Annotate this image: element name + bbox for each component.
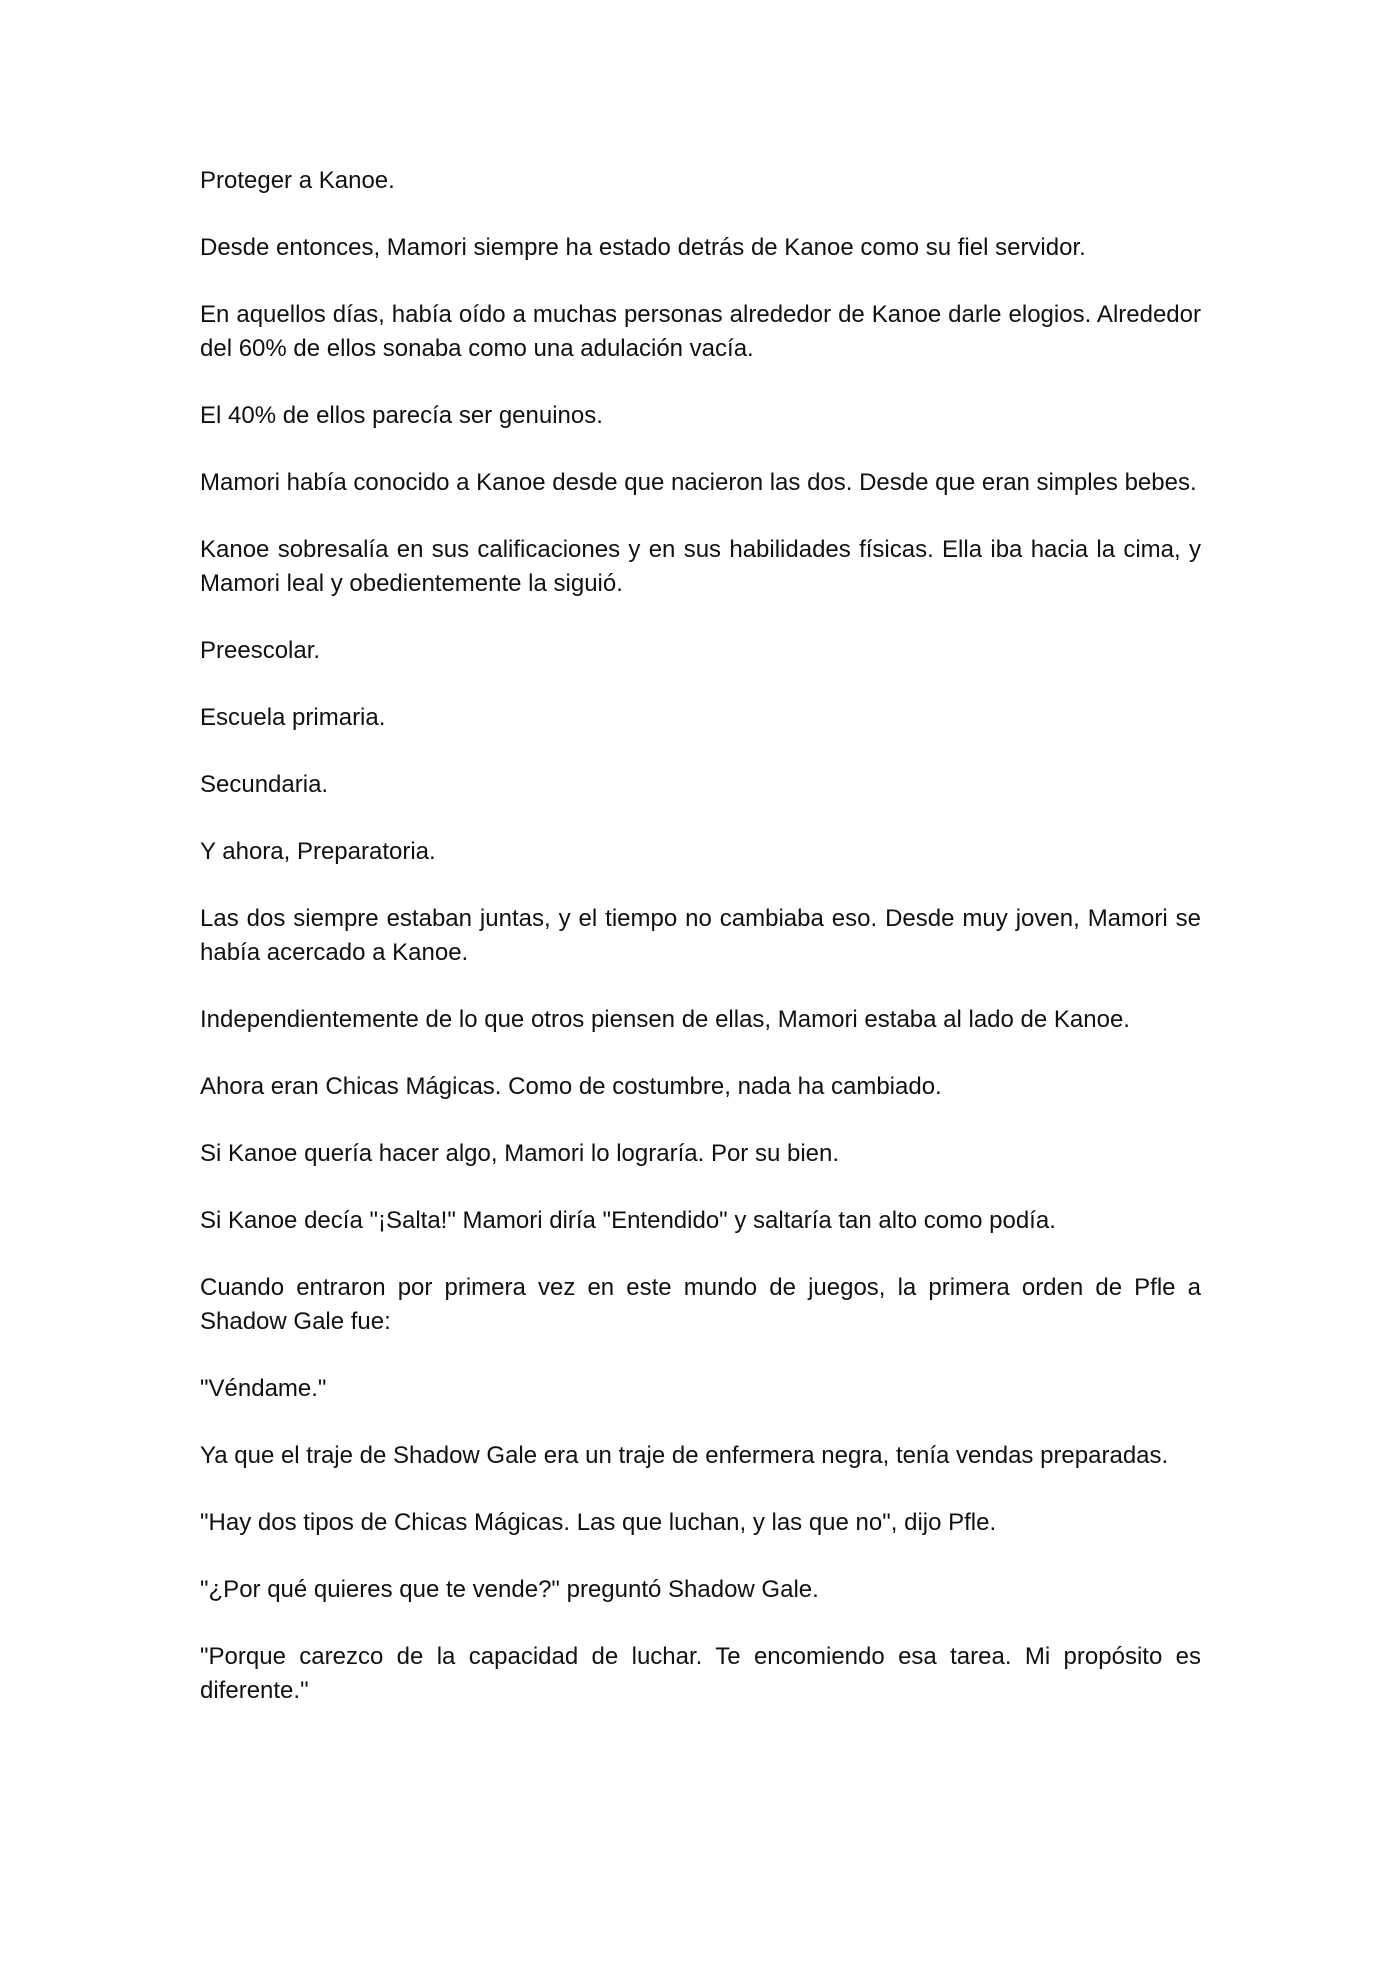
paragraph: Independientemente de lo que otros piensen de ellas, Mamori estaba al lado de Kanoe.: [200, 1006, 1130, 1033]
paragraph: En aquellos días, había oído a muchas personas alrededor de Kanoe darle elogios. Alrededor del 60% de ellos sonaba como una adulación vacía.: [200, 301, 1201, 362]
paragraph: Escuela primaria.: [200, 704, 386, 731]
paragraph: Ya que el traje de Shadow Gale era un traje de enfermera negra, tenía vendas preparadas.: [200, 1442, 1169, 1469]
paragraph: Si Kanoe quería hacer algo, Mamori lo lograría. Por su bien.: [200, 1140, 840, 1167]
document-body: [200, 164, 1201, 1741]
paragraph: Secundaria.: [200, 771, 329, 798]
paragraph: Si Kanoe decía "¡Salta!" Mamori diría "Entendido" y saltaría tan alto como podía.: [200, 1207, 1056, 1234]
paragraph: "¿Por qué quieres que te vende?" preguntó Shadow Gale.: [200, 1576, 819, 1603]
paragraph: "Hay dos tipos de Chicas Mágicas. Las que luchan, y las que no", dijo Pfle.: [200, 1509, 997, 1536]
paragraph: Cuando entraron por primera vez en este mundo de juegos, la primera orden de Pfle a Shadow Gale fue:: [200, 1274, 1201, 1335]
paragraph: Proteger a Kanoe.: [200, 167, 395, 194]
paragraph: Desde entonces, Mamori siempre ha estado detrás de Kanoe como su fiel servidor.: [200, 234, 1086, 261]
paragraph: Kanoe sobresalía en sus calificaciones y en sus habilidades físicas. Ella iba hacia la cima, y Mamori leal y obedientemente la siguió.: [200, 536, 1201, 597]
paragraph: Y ahora, Preparatoria.: [200, 838, 436, 865]
paragraph: El 40% de ellos parecía ser genuinos.: [200, 402, 603, 429]
paragraph: "Véndame.": [200, 1375, 327, 1402]
paragraph: Las dos siempre estaban juntas, y el tiempo no cambiaba eso. Desde muy joven, Mamori se había acercado a Kanoe.: [200, 905, 1201, 966]
paragraph: Ahora eran Chicas Mágicas. Como de costumbre, nada ha cambiado.: [200, 1073, 942, 1100]
paragraph: "Porque carezco de la capacidad de luchar. Te encomiendo esa tarea. Mi propósito es diferente.": [200, 1643, 1201, 1704]
paragraph: Mamori había conocido a Kanoe desde que nacieron las dos. Desde que eran simples bebes.: [200, 469, 1197, 496]
paragraph: Preescolar.: [200, 637, 321, 664]
